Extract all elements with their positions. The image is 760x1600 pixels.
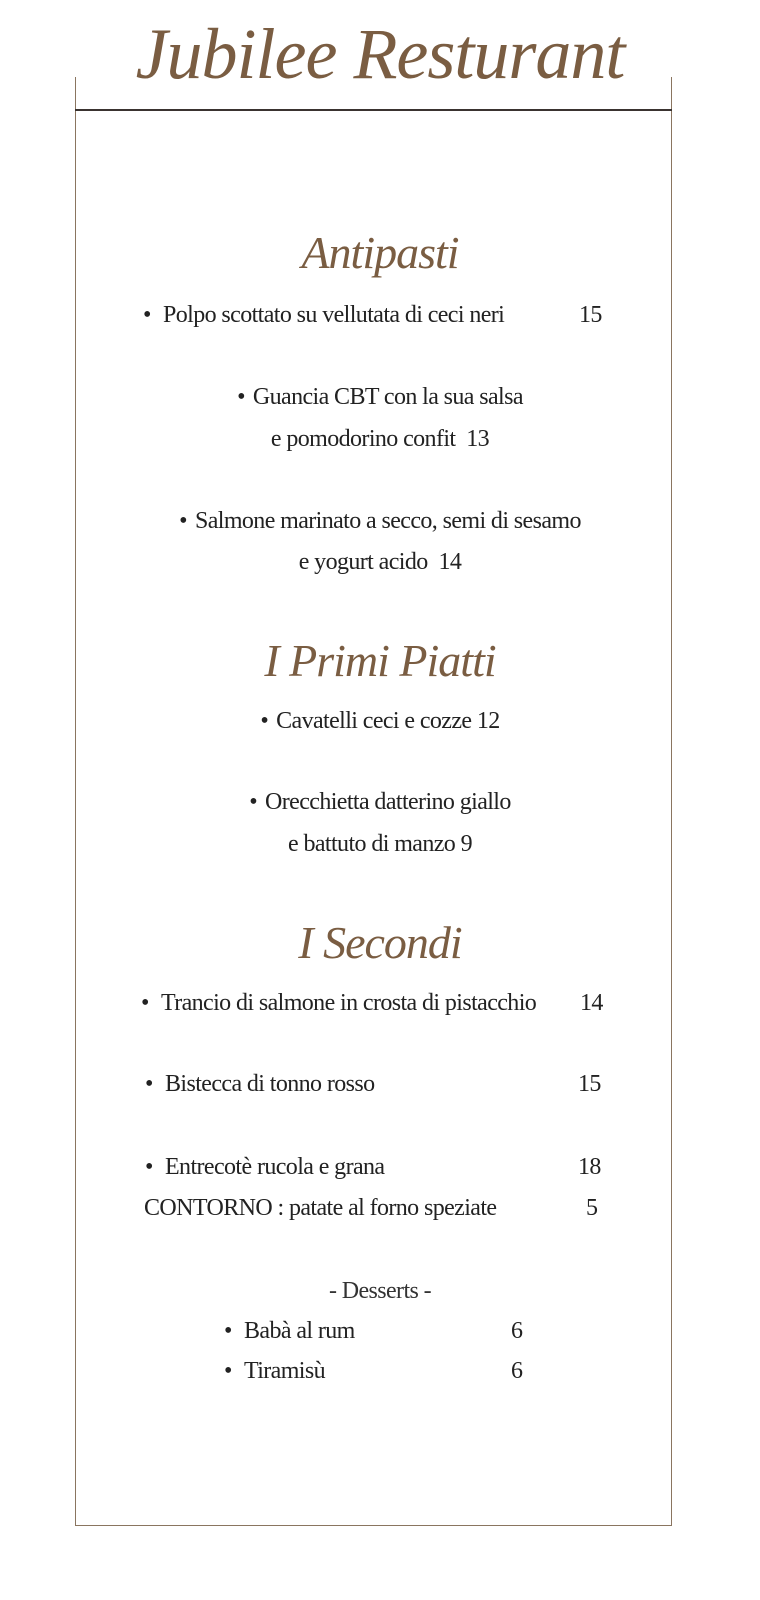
secondi-heading: I Secondi <box>298 917 462 968</box>
restaurant-name-text: Jubilee Resturant <box>130 14 631 94</box>
bullet-icon: • <box>260 708 269 734</box>
item-name: Cavatelli ceci e cozze <box>276 708 472 734</box>
item-price: 15 <box>579 302 602 328</box>
item-name: Trancio di salmone in crosta di pistacchio <box>161 990 537 1016</box>
item-price: 6 <box>511 1318 523 1344</box>
bullet-icon: • <box>224 1358 232 1384</box>
primi-heading: I Primi Piatti <box>264 635 496 686</box>
antipasti-heading: Antipasti <box>301 227 459 278</box>
item-price: 18 <box>578 1154 601 1180</box>
contorno-label: CONTORNO : patate al forno speziate <box>144 1195 497 1221</box>
item-price: 9 <box>460 831 472 857</box>
bullet-icon: • <box>237 384 245 410</box>
item-line <box>0 832 760 856</box>
bullet-icon: • <box>143 302 151 328</box>
item-name: Entrecotè rucola e grana <box>165 1154 385 1180</box>
item-name: Babà al rum <box>244 1318 355 1344</box>
item-line <box>0 709 760 733</box>
item-price: 15 <box>578 1071 601 1097</box>
bullet-icon: • <box>145 1154 153 1180</box>
item-name-cont: e pomodorino confit <box>270 426 456 452</box>
item-name: Orecchietta datterino giallo <box>265 789 511 815</box>
item-line <box>0 385 760 409</box>
item-name: Polpo scottato su vellutata di ceci neri <box>163 302 505 328</box>
bullet-icon: • <box>145 1071 153 1097</box>
restaurant-name <box>0 14 760 94</box>
bullet-icon: • <box>141 990 149 1016</box>
item-line <box>0 509 760 533</box>
desserts-heading: - Desserts - <box>328 1278 432 1304</box>
item-price: 6 <box>511 1358 523 1384</box>
item-name: Bistecca di tonno rosso <box>165 1071 375 1097</box>
item-name: Salmone marinato a secco, semi di sesamo <box>194 508 581 534</box>
bullet-icon: • <box>179 508 187 534</box>
item-line <box>0 790 760 814</box>
item-line <box>0 427 760 451</box>
item-price: 13 <box>466 426 490 452</box>
item-name: Guancia CBT con la sua salsa <box>252 384 523 410</box>
item-price: 14 <box>580 990 603 1016</box>
item-name-cont: e yogurt acido <box>298 549 428 575</box>
item-name-cont: e battuto di manzo <box>288 831 456 857</box>
bullet-icon: • <box>249 789 258 815</box>
bullet-icon: • <box>224 1318 232 1344</box>
item-price: 14 <box>438 549 462 575</box>
item-name: Tiramisù <box>244 1358 326 1384</box>
item-price: 12 <box>476 708 500 734</box>
item-line <box>0 550 760 574</box>
header-rule <box>75 109 672 111</box>
contorno-price: 5 <box>586 1195 598 1221</box>
